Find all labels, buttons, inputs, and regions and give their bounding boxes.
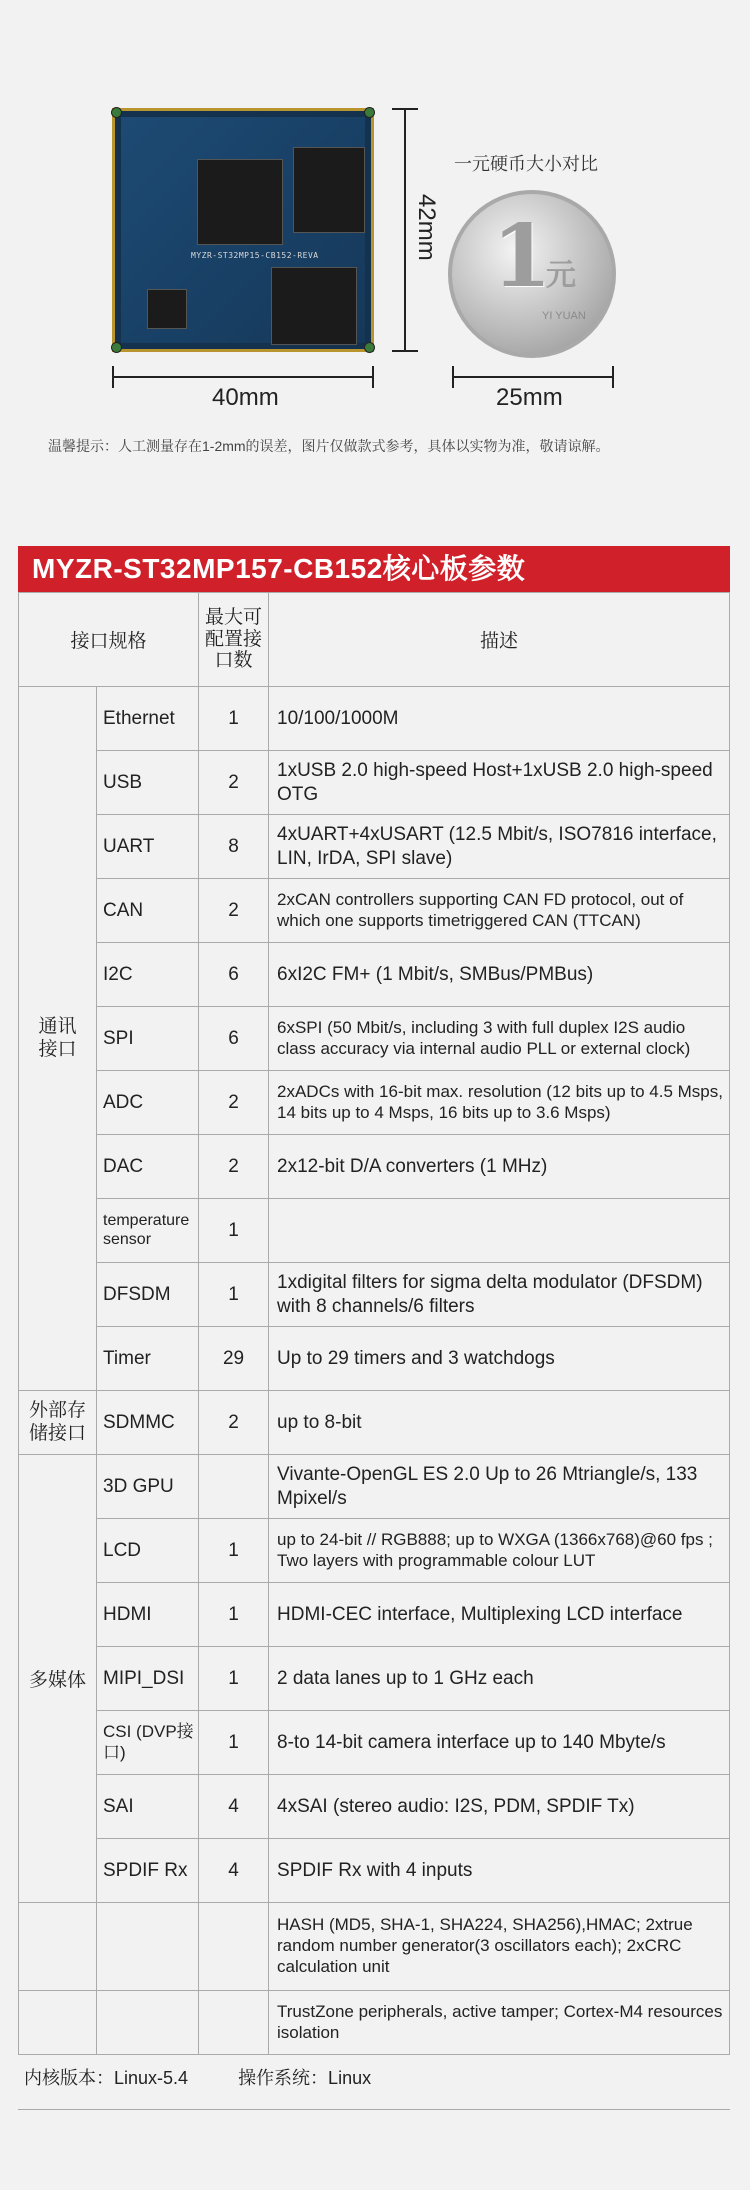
table-row xyxy=(19,1199,730,1263)
row-desc: TrustZone peripherals, active tamper; Cortex-M4 resources isolation xyxy=(269,1991,730,2055)
row-desc: up to 8-bit xyxy=(269,1391,730,1455)
mount-hole xyxy=(111,342,122,353)
table-row xyxy=(19,1455,730,1519)
row-name: DAC xyxy=(97,1135,199,1199)
row-desc: 8-to 14-bit camera interface up to 140 Mbyte/s xyxy=(269,1711,730,1775)
row-desc: Up to 29 timers and 3 watchdogs xyxy=(269,1327,730,1391)
row-desc: HDMI-CEC interface, Multiplexing LCD interface xyxy=(269,1583,730,1647)
row-name: SPI xyxy=(97,1007,199,1071)
row-name: UART xyxy=(97,815,199,879)
coin-caption: 一元硬币大小对比 xyxy=(454,154,598,174)
table-row xyxy=(19,1903,730,1991)
group-empty xyxy=(19,1991,97,2055)
row-name: SAI xyxy=(97,1775,199,1839)
row-count: 2 xyxy=(199,1071,269,1135)
row-count: 8 xyxy=(199,815,269,879)
row-count: 2 xyxy=(199,1391,269,1455)
core-board-image xyxy=(112,108,374,352)
table-row xyxy=(19,751,730,815)
table-row xyxy=(19,1519,730,1583)
row-count: 1 xyxy=(199,1711,269,1775)
row-count: 4 xyxy=(199,1839,269,1903)
row-desc: up to 24-bit // RGB888; up to WXGA (1366x768)@60 fps ; Two layers with programmable colour LUT xyxy=(269,1519,730,1583)
kernel-version: 内核版本：Linux-5.4 xyxy=(24,2068,189,2088)
footer-info xyxy=(18,2046,730,2110)
pmic-chip xyxy=(147,289,187,329)
row-desc: 4xUART+4xUSART (12.5 Mbit/s, ISO7816 interface, LIN, IrDA, SPI slave) xyxy=(269,815,730,879)
product-image-area xyxy=(0,0,750,540)
coin-dimension-line xyxy=(452,376,614,378)
row-name: SDMMC xyxy=(97,1391,199,1455)
table-row xyxy=(19,1583,730,1647)
emmc-chip xyxy=(271,267,357,345)
table-title: MYZR-ST32MP157-CB152核心板参数 xyxy=(18,546,730,592)
row-desc: 2 data lanes up to 1 GHz each xyxy=(269,1647,730,1711)
row-desc: 6xSPI (50 Mbit/s, including 3 with full duplex I2S audio class accuracy via internal audio PLL or external clock) xyxy=(269,1007,730,1071)
row-count: 2 xyxy=(199,879,269,943)
row-name xyxy=(97,1991,199,2055)
coin-face-word: 元 xyxy=(546,259,576,292)
row-name xyxy=(97,1903,199,1991)
table-row xyxy=(19,1135,730,1199)
mount-hole xyxy=(111,107,122,118)
table-row xyxy=(19,687,730,751)
row-name: CSI (DVP接口) xyxy=(97,1711,199,1775)
row-desc: 2xCAN controllers supporting CAN FD protocol, out of which one supports timetriggered CAN (TTCAN) xyxy=(269,879,730,943)
coin-pinyin: YI YUAN xyxy=(542,310,586,322)
row-name: LCD xyxy=(97,1519,199,1583)
group-comm: 通讯接口 xyxy=(19,687,97,1391)
row-desc xyxy=(269,1199,730,1263)
row-count: 1 xyxy=(199,1583,269,1647)
row-name: Ethernet xyxy=(97,687,199,751)
row-desc: Vivante-OpenGL ES 2.0 Up to 26 Mtriangle/s, 133 Mpixel/s xyxy=(269,1455,730,1519)
os-info: 操作系统：Linux xyxy=(238,2068,372,2088)
table-row xyxy=(19,879,730,943)
row-count: 4 xyxy=(199,1775,269,1839)
group-media: 多媒体 xyxy=(19,1455,97,1903)
mount-hole xyxy=(364,342,375,353)
row-count xyxy=(199,1455,269,1519)
row-desc: 6xI2C FM+ (1 Mbit/s, SMBus/PMBus) xyxy=(269,943,730,1007)
board-silkscreen: MYZR-ST32MP15-CB152-REVA xyxy=(191,251,319,260)
row-name: HDMI xyxy=(97,1583,199,1647)
height-label: 42mm xyxy=(413,194,440,261)
table-row xyxy=(19,1991,730,2055)
row-count: 2 xyxy=(199,751,269,815)
row-name: CAN xyxy=(97,879,199,943)
row-name: DFSDM xyxy=(97,1263,199,1327)
ram-chip xyxy=(293,147,365,233)
row-desc: 2x12-bit D/A converters (1 MHz) xyxy=(269,1135,730,1199)
row-count: 2 xyxy=(199,1135,269,1199)
row-count xyxy=(199,1903,269,1991)
coin-face-number: 1 xyxy=(492,206,552,307)
row-count: 1 xyxy=(199,1199,269,1263)
row-name: MIPI_DSI xyxy=(97,1647,199,1711)
row-count: 6 xyxy=(199,1007,269,1071)
cpu-chip xyxy=(197,159,283,245)
group-empty xyxy=(19,1903,97,1991)
header-interface: 接口规格 xyxy=(19,593,199,687)
table-row xyxy=(19,1775,730,1839)
row-name: temperature sensor xyxy=(97,1199,199,1263)
measurement-tip: 温馨提示：人工测量存在1-2mm的误差，图片仅做款式参考，具体以实物为准，敬请谅解。 xyxy=(48,438,610,454)
row-name: 3D GPU xyxy=(97,1455,199,1519)
header-max-count: 最大可配置接口数 xyxy=(199,593,269,687)
table-row xyxy=(19,1647,730,1711)
row-desc: SPDIF Rx with 4 inputs xyxy=(269,1839,730,1903)
table-row xyxy=(19,1007,730,1071)
table-row xyxy=(19,1839,730,1903)
row-count: 6 xyxy=(199,943,269,1007)
row-desc: HASH (MD5, SHA-1, SHA224, SHA256),HMAC; 2xtrue random number generator(3 oscillators each); 2xCRC calculation unit xyxy=(269,1903,730,1991)
table-row xyxy=(19,1071,730,1135)
row-desc: 4xSAI (stereo audio: I2S, PDM, SPDIF Tx) xyxy=(269,1775,730,1839)
header-description: 描述 xyxy=(269,593,730,687)
row-name: USB xyxy=(97,751,199,815)
table-row xyxy=(19,815,730,879)
coin-image xyxy=(448,190,616,358)
row-name: SPDIF Rx xyxy=(97,1839,199,1903)
table-header-row xyxy=(19,593,730,687)
height-dimension-line xyxy=(404,108,406,352)
mount-hole xyxy=(364,107,375,118)
row-desc: 1xdigital filters for sigma delta modulator (DFSDM) with 8 channels/6 filters xyxy=(269,1263,730,1327)
table-row xyxy=(19,1327,730,1391)
table-row xyxy=(19,1263,730,1327)
width-dimension-line xyxy=(112,376,374,378)
group-storage: 外部存储接口 xyxy=(19,1391,97,1455)
table-row xyxy=(19,943,730,1007)
table-row xyxy=(19,1391,730,1455)
spec-table xyxy=(18,592,730,2055)
row-name: I2C xyxy=(97,943,199,1007)
row-name: Timer xyxy=(97,1327,199,1391)
row-count: 1 xyxy=(199,1519,269,1583)
table-row xyxy=(19,1711,730,1775)
row-desc: 2xADCs with 16-bit max. resolution (12 bits up to 4.5 Msps, 14 bits up to 4 Msps, 16 bits up to 3.6 Msps) xyxy=(269,1071,730,1135)
coin-width-label: 25mm xyxy=(496,384,563,411)
row-desc: 1xUSB 2.0 high-speed Host+1xUSB 2.0 high-speed OTG xyxy=(269,751,730,815)
width-label: 40mm xyxy=(212,384,279,411)
row-count: 1 xyxy=(199,1263,269,1327)
row-count: 29 xyxy=(199,1327,269,1391)
row-count xyxy=(199,1991,269,2055)
row-count: 1 xyxy=(199,687,269,751)
row-desc: 10/100/1000M xyxy=(269,687,730,751)
row-name: ADC xyxy=(97,1071,199,1135)
row-count: 1 xyxy=(199,1647,269,1711)
